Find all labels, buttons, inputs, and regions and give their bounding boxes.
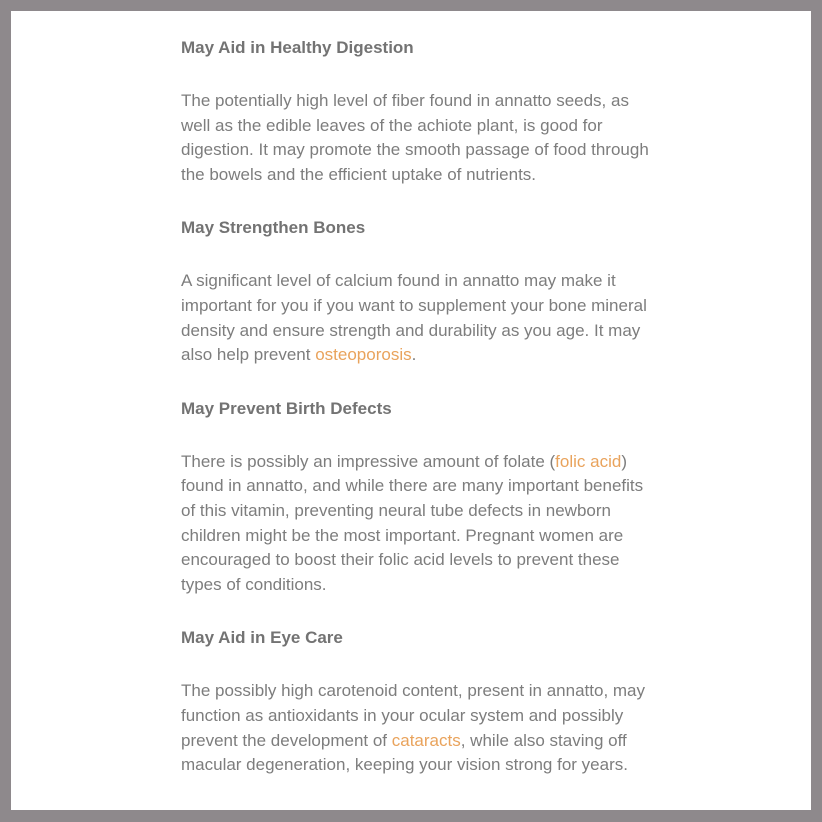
section-heading-birth-defects: May Prevent Birth Defects bbox=[181, 398, 392, 418]
link-folic-acid[interactable]: folic acid bbox=[555, 451, 622, 471]
section-heading-digestion: May Aid in Healthy Digestion bbox=[181, 38, 414, 57]
section-body-digestion: The potentially high level of fiber found in annatto seeds, as well as the edible leaves of the achiote plant, is good for digestion. It may promote the smooth passage of food through the bowels and the efficient uptake of nutrients. bbox=[181, 91, 649, 184]
section-heading-eye-care: May Aid in Eye Care bbox=[181, 628, 343, 648]
section-body-birth-defects bbox=[181, 450, 651, 598]
link-cataracts[interactable]: cataracts bbox=[391, 730, 461, 750]
body-text: , while also staving off macular degeneration, keeping your vision strong for years. bbox=[181, 730, 628, 775]
body-text: A significant level of calcium found in annatto may make it important for you if you want to supplement your bone mineral density and ensure strength and durability as you age. It may also help prevent bbox=[181, 271, 647, 365]
link-osteoporosis[interactable]: osteoporosis bbox=[315, 345, 412, 365]
body-text: . bbox=[411, 345, 417, 365]
body-text: ) found in annatto, and while there are many important benefits of this vitamin, preventing neural tube defects in newborn children might be the most important. Pregnant women are encouraged to boost their folic acid levels to prevent these types of conditions. bbox=[181, 451, 644, 594]
article-content bbox=[181, 37, 651, 808]
document-page bbox=[11, 11, 811, 810]
section-body-eye-care bbox=[181, 679, 651, 777]
body-text: The possibly high carotenoid content, present in annatto, may function as antioxidants in your ocular system and possibly prevent the development of bbox=[181, 681, 646, 750]
section-body-bones bbox=[181, 269, 651, 367]
body-text: There is possibly an impressive amount of folate ( bbox=[181, 451, 556, 471]
section-heading-bones: May Strengthen Bones bbox=[181, 218, 366, 238]
